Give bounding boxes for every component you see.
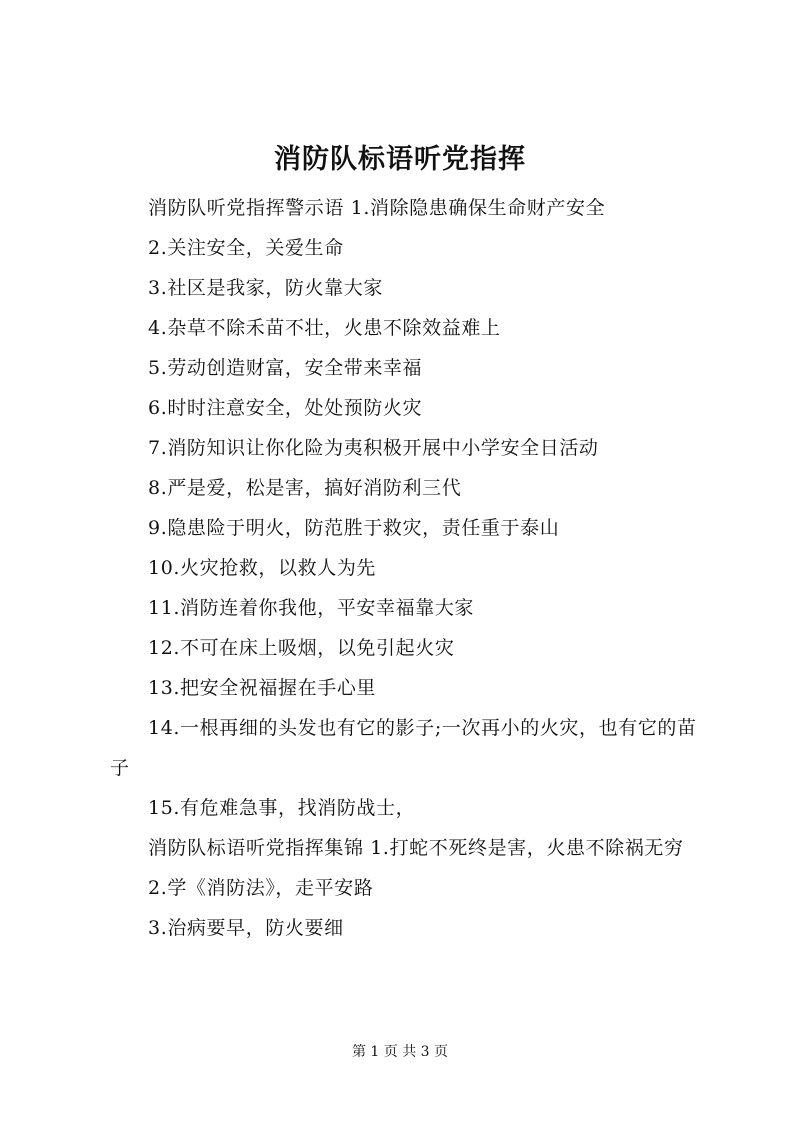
paragraph: 3.治病要早，防火要细 <box>148 917 344 939</box>
paragraph: 6.时时注意安全，处处预防火灾 <box>148 397 423 419</box>
paragraph: 3.社区是我家，防火靠大家 <box>148 277 383 299</box>
paragraph: 13.把安全祝福握在手心里 <box>148 677 377 699</box>
paragraph: 5.劳动创造财富，安全带来幸福 <box>148 357 423 379</box>
paragraph: 2.学《消防法》，走平安路 <box>148 877 374 899</box>
paragraph: 12.不可在床上吸烟，以免引起火灾 <box>148 637 455 659</box>
paragraph: 4.杂草不除禾苗不壮，火患不除效益难上 <box>148 317 501 339</box>
paragraph: 7.消防知识让你化险为夷积极开展中小学安全日活动 <box>148 437 599 459</box>
paragraph: 2.关注安全，关爱生命 <box>148 237 344 259</box>
paragraph: 9.隐患险于明火，防范胜于救灾，责任重于泰山 <box>148 517 560 539</box>
paragraph: 10.火灾抢救，以救人为先 <box>148 557 377 579</box>
document-title: 消防队标语听党指挥 <box>274 144 526 175</box>
paragraph: 消防队听党指挥警示语 1.消除隐患确保生命财产安全 <box>148 197 606 219</box>
document-body <box>110 188 702 948</box>
paragraph: 14.一根再细的头发也有它的影子;一次再小的火灾，也有它的苗子 <box>110 717 697 779</box>
paragraph: 15.有危难急事，找消防战士， <box>148 797 416 819</box>
paragraph: 消防队标语听党指挥集锦 1.打蛇不死终是害，火患不除祸无穷 <box>148 837 684 859</box>
paragraph: 8.严是爱，松是害，搞好消防利三代 <box>148 477 462 499</box>
paragraph: 11.消防连着你我他，平安幸福靠大家 <box>148 597 475 619</box>
page-footer: 第 1 页 共 3 页 <box>351 1044 449 1060</box>
